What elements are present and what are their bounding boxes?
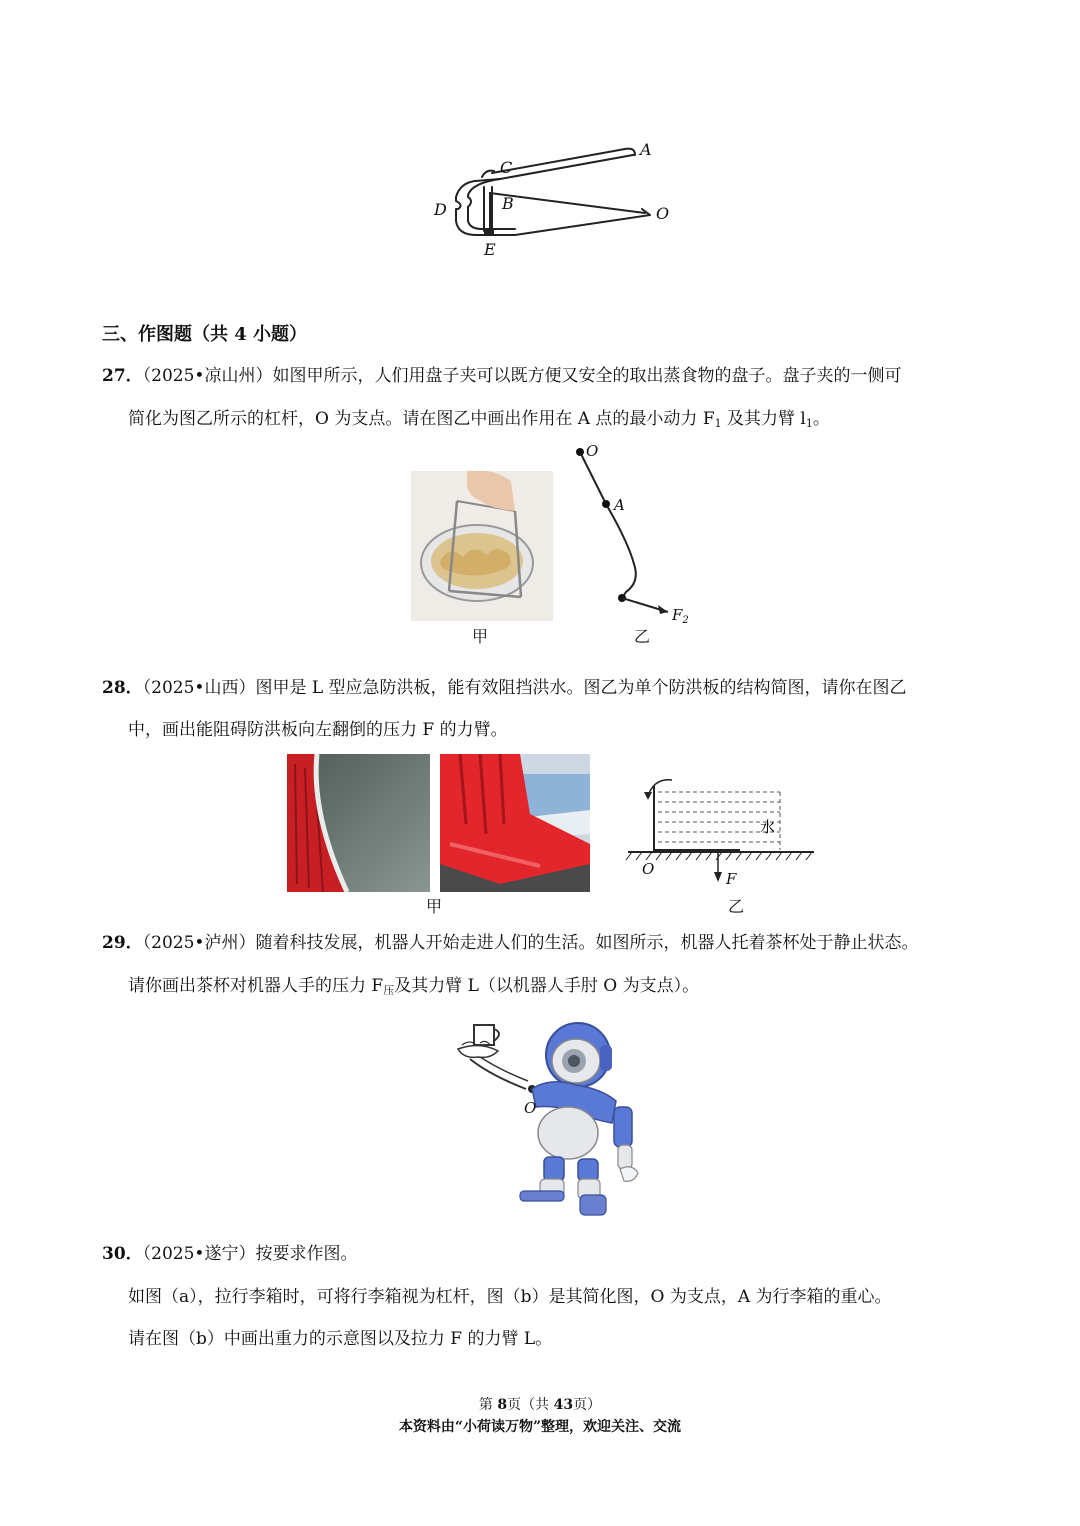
q28-caption-yi: 乙 <box>728 897 745 916</box>
label-water: 水 <box>760 818 776 836</box>
question-27-text1: （2025•凉山州）如图甲所示，人们用盘子夹可以既方便又安全的取出蒸食物的盘子。盘子夹的一侧可 <box>142 366 902 386</box>
section-title: 三、作图题（共 4 小题） <box>102 324 308 345</box>
question-30-text2: 如图（a），拉行李箱时，可将行李箱视为杠杆，图（b）是其简化图，O 为支点，A 为行李箱的重心。 <box>128 1287 892 1307</box>
label-b: B <box>502 194 514 213</box>
footer-note: 本资料由“小荷读万物”整理，欢迎关注、交流 <box>398 1419 682 1435</box>
page-pre: 第 <box>478 1397 498 1413</box>
q27-caption-yi: 乙 <box>634 627 651 646</box>
label-c: C <box>500 158 513 177</box>
flood-barrier-photo-2 <box>440 754 590 892</box>
robot-figure <box>450 1015 660 1220</box>
question-29-text2b: 及其力臂 L（以机器人手肘 O 为支点）。 <box>394 976 700 996</box>
label-f2-27: $F_2$ <box>672 606 689 626</box>
label-d: D <box>434 200 447 219</box>
question-29-text1: （2025•泸州）随着科技发展，机器人开始走进人们的生活。如图所示，机器人托着茶杯处于静止状态。 <box>142 933 919 953</box>
lever-diagram-27 <box>570 442 700 642</box>
label-o-27: O <box>586 442 599 460</box>
question-29-sub: 压 <box>383 984 395 997</box>
page-current: 8 <box>497 1397 508 1413</box>
question-27-text2a: 简化为图乙所示的杠杆，O 为支点。请在图乙中画出作用在 A 点的最小动力 F <box>128 409 715 429</box>
question-27-text2c: 。 <box>812 409 830 429</box>
page-mid: 页（共 <box>507 1397 554 1413</box>
question-27-sub2: 1 <box>805 417 813 430</box>
plate-clip-figure <box>420 135 680 265</box>
question-28-line2 <box>128 718 508 742</box>
label-f-28: F <box>726 870 737 888</box>
question-28-number: 28． <box>102 678 143 698</box>
label-e: E <box>484 240 496 259</box>
question-28-text1: （2025•山西）图甲是 L 型应急防洪板，能有效阻挡洪水。图乙为单个防洪板的结构简图，请你在图乙 <box>142 678 907 698</box>
question-30-line1 <box>102 1242 357 1266</box>
flood-barrier-photo-1 <box>287 754 430 892</box>
question-27-line2 <box>128 407 830 436</box>
question-29-number: 29． <box>102 933 143 953</box>
plate-clip-photo <box>411 471 553 621</box>
question-27-sub1: 1 <box>714 417 722 430</box>
question-29-line2 <box>128 974 699 1003</box>
label-o-29: O <box>524 1099 537 1117</box>
question-30-number: 30． <box>102 1244 143 1264</box>
question-29-line1 <box>102 931 918 955</box>
question-30-line2 <box>128 1285 892 1309</box>
question-29-text2a: 请你画出茶杯对机器人手的压力 F <box>128 976 384 996</box>
flood-board-diagram <box>620 766 820 896</box>
q28-caption-jia: 甲 <box>426 897 443 916</box>
page-post: 页） <box>573 1397 602 1413</box>
question-28-line1 <box>102 676 907 700</box>
q27-caption-jia: 甲 <box>472 627 489 646</box>
label-a-27: A <box>614 496 625 514</box>
page-number <box>0 1394 1080 1414</box>
label-a: A <box>640 140 652 159</box>
label-o: O <box>656 204 670 223</box>
question-30-text3: 请在图（b）中画出重力的示意图以及拉力 F 的力臂 L。 <box>128 1329 553 1349</box>
question-30-line3 <box>128 1327 552 1351</box>
question-27-text2b: 及其力臂 l <box>721 409 806 429</box>
question-27-number: 27． <box>102 366 143 386</box>
label-o-28: O <box>642 860 655 878</box>
question-30-text1: （2025•遂宁）按要求作图。 <box>142 1244 358 1264</box>
question-27-line1 <box>102 364 901 388</box>
page-total: 43 <box>553 1397 574 1413</box>
question-28-text2: 中，画出能阻碍防洪板向左翻倒的压力 F 的力臂。 <box>128 720 508 740</box>
